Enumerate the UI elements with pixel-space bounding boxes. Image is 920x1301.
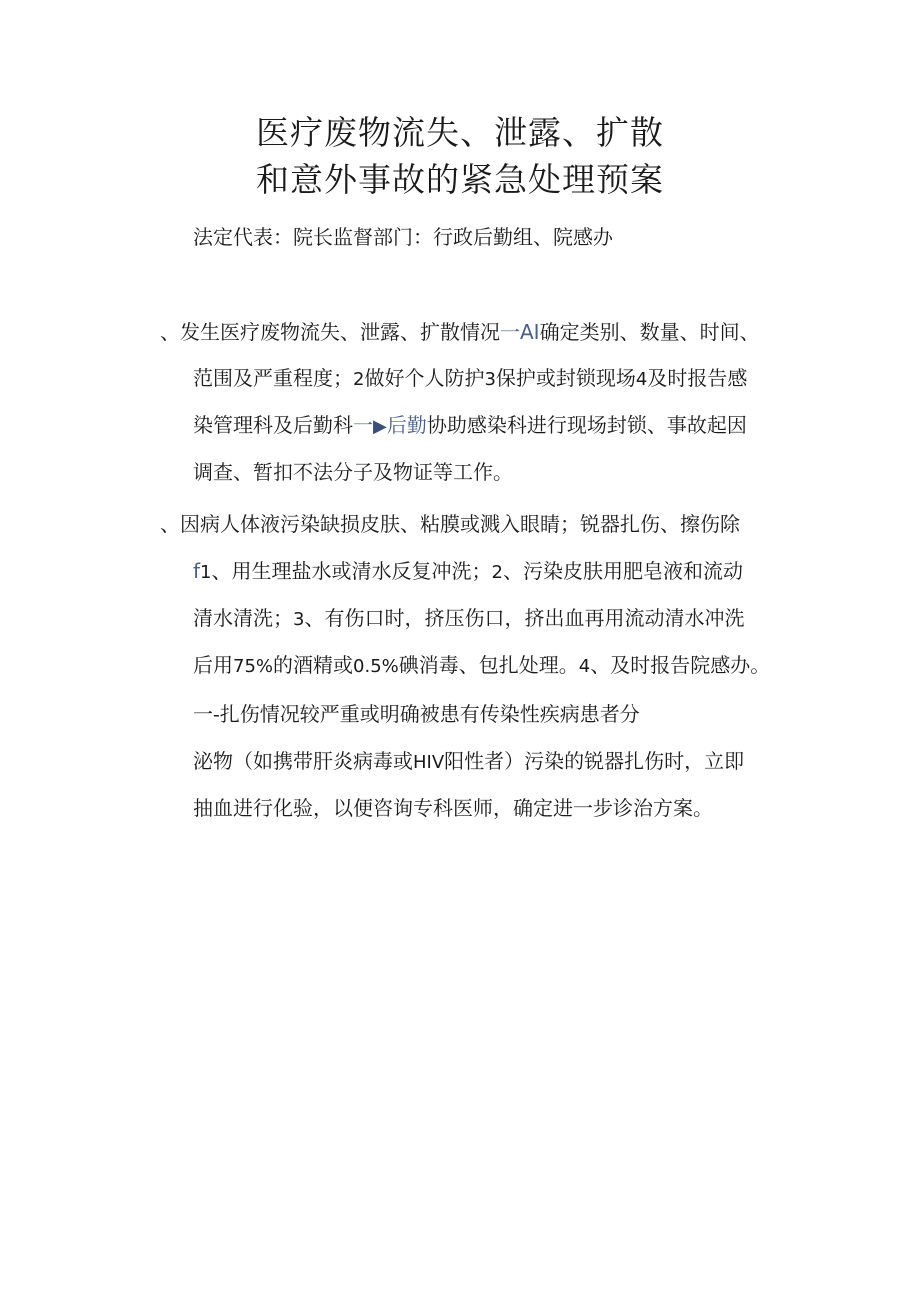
title-line-1: 医疗废物流失、泄露、扩散 (256, 113, 664, 152)
section-1-line-2: 范围及严重程度；2做好个人防护3保护或封锁现场4及时报告感 (193, 366, 748, 390)
title-line-2: 和意外事故的紧急处理预案 (256, 160, 664, 199)
section-2-line-7: 抽血进行化验，以便咨询专科医师，确定进一步诊治方案。 (193, 796, 713, 820)
section-2-line-6: 泌物（如携带肝炎病毒或HIV阳性者）污染的锐器扎伤时，立即 (193, 749, 745, 773)
responsibility-line: 法定代表：院长监督部门：行政后勤组、院感办 (193, 225, 613, 249)
section-2-line-5: 一-扎伤情况较严重或明确被患有传染性疾病患者分 (193, 702, 640, 726)
section-2-line-1: 、因病人体液污染缺损皮肤、粘膜或溅入眼睛；锐器扎伤、擦伤除 (160, 512, 740, 536)
arrow-right-icon: ▶ (373, 416, 387, 437)
section-2-line-3: 清水清洗；3、有伤口时，挤压伤口，挤出血再用流动清水冲洗 (193, 606, 745, 630)
section-2-line-4: 后用75%的酒精或0.5%碘消毒、包扎处理。4、及时报告院感办。 (193, 653, 771, 677)
section-1-line-3: 染管理科及后勤科一▶后勤协助感染科进行现场封锁、事故起因 (193, 413, 747, 437)
section-1-line-4: 调查、暂扣不法分子及物证等工作。 (193, 460, 513, 484)
section-1-line-1: 、发生医疗废物流失、泄露、扩散情况一AI确定类别、数量、时间、 (160, 320, 760, 344)
section-2-line-2: f1、用生理盐水或清水反复冲洗；2、污染皮肤用肥皂液和流动 (193, 559, 743, 583)
